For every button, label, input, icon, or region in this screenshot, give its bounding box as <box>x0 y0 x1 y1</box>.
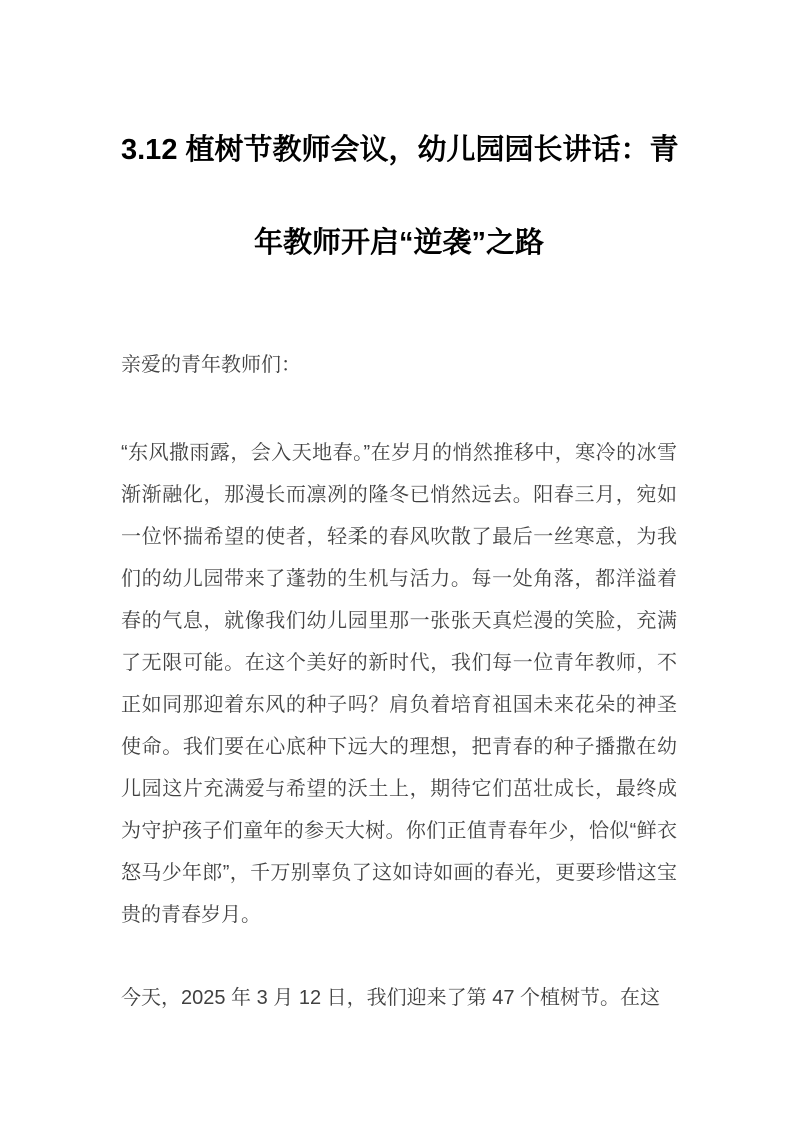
document-title <box>121 104 677 290</box>
body-paragraph-1: “东风撒雨露，会入天地春。”在岁月的悄然推移中，寒冷的冰雪渐渐融化，那漫长而凛冽的隆冬已悄然远去。阳春三月，宛如一位怀揣希望的使者，轻柔的春风吹散了最后一丝寒意，为我们的幼儿园带来了蓬勃的生机与活力。每一处角落，都洋溢着春的气息，就像我们幼儿园里那一张张天真烂漫的笑脸，充满了无限可能。在这个美好的新时代，我们每一位青年教师，不正如同那迎着东风的种子吗？肩负着培育祖国未来花朵的神圣使命。我们要在心底种下远大的理想，把青春的种子播撒在幼儿园这片充满爱与希望的沃土上，期待它们茁壮成长，最终成为守护孩子们童年的参天大树。你们正值青春年少，恰似“鲜衣怒马少年郎”，千万别辜负了这如诗如画的春光，更要珍惜这宝贵的青春岁月。 <box>121 442 677 926</box>
document-title-line-1: 3.12 植树节教师会议，幼儿园园长讲话：青 <box>121 134 679 166</box>
salutation-text: 亲爱的青年教师们： <box>121 354 301 376</box>
document-title-line-2: 年教师开启“逆袭”之路 <box>253 227 544 259</box>
document-content <box>121 0 677 1019</box>
body-paragraph-2: 今天，2025 年 3 月 12 日，我们迎来了第 47 个植树节。在这 <box>121 987 661 1009</box>
